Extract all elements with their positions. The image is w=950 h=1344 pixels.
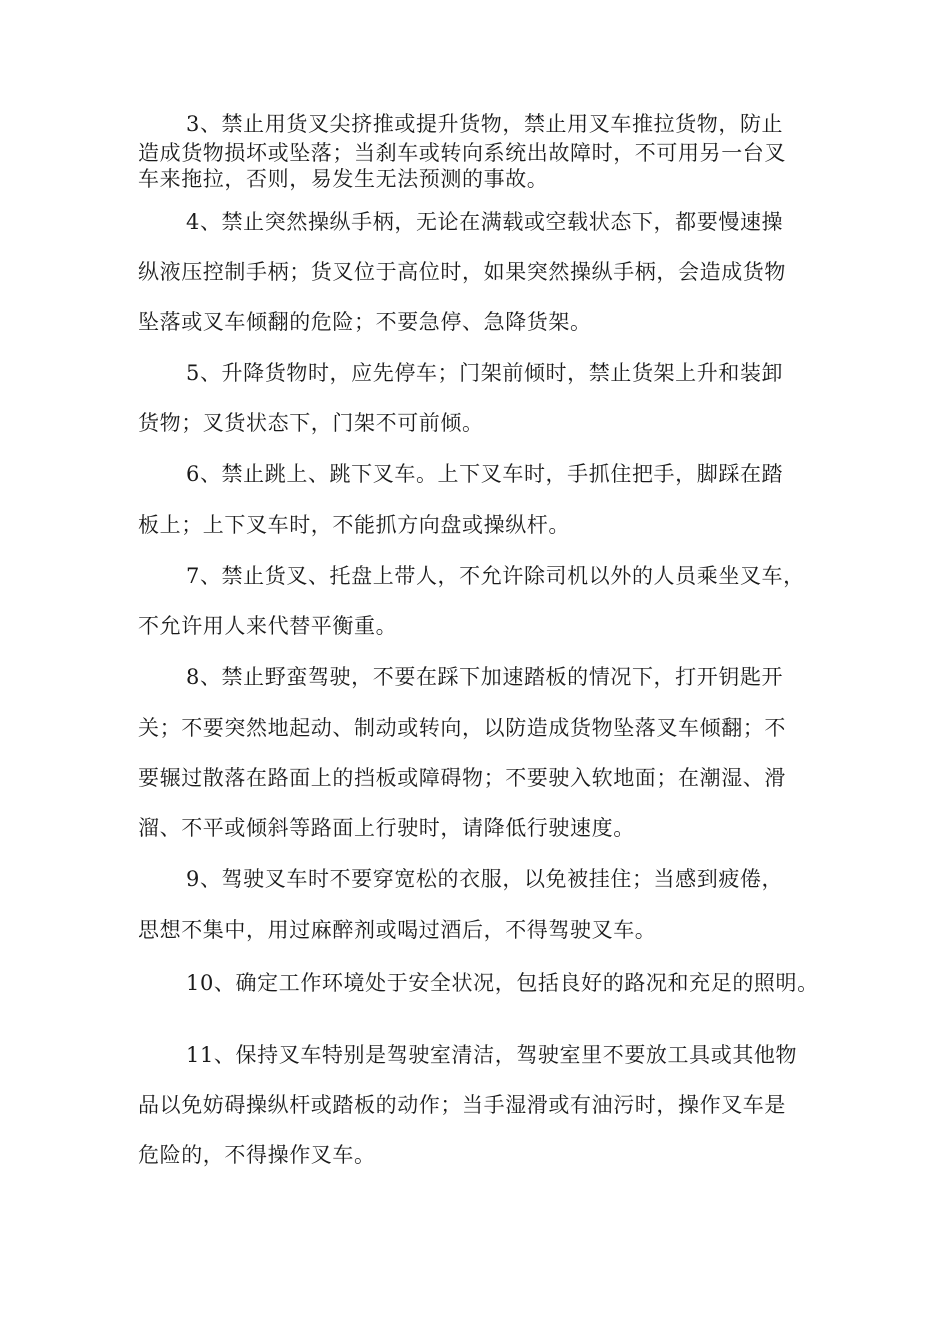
paragraph-line: 思想不集中，用过麻醉剂或喝过酒后，不得驾驶叉车。 xyxy=(138,918,657,942)
paragraph-line: 9、驾驶叉车时不要穿宽松的衣服，以免被挂住；当感到疲倦， xyxy=(186,867,784,891)
paragraph-line: 车来拖拉，否则，易发生无法预测的事故。 xyxy=(138,167,549,191)
paragraph-line: 板上；上下叉车时，不能抓方向盘或操纵杆。 xyxy=(138,513,570,537)
paragraph-line: 品以免妨碍操纵杆或踏板的动作；当手湿滑或有油污时，操作叉车是 xyxy=(138,1093,786,1117)
paragraph-line: 关；不要突然地起动、制动或转向，以防造成货物坠落叉车倾翻；不 xyxy=(138,716,786,740)
paragraph-line: 货物；叉货状态下，门架不可前倾。 xyxy=(138,411,484,435)
paragraph-line: 纵液压控制手柄；货叉位于高位时，如果突然操纵手柄，会造成货物 xyxy=(138,260,786,284)
paragraph-line: 危险的，不得操作叉车。 xyxy=(138,1143,376,1167)
paragraph-line: 4、禁止突然操纵手柄，无论在满载或空载状态下，都要慢速操 xyxy=(186,210,784,234)
paragraph-line: 坠落或叉车倾翻的危险；不要急停、急降货架。 xyxy=(138,310,592,334)
paragraph-line: 造成货物损坏或坠落；当刹车或转向系统出故障时，不可用另一台叉 xyxy=(138,141,786,165)
paragraph-line: 不允许用人来代替平衡重。 xyxy=(138,614,398,638)
paragraph-line: 溜、不平或倾斜等路面上行驶时，请降低行驶速度。 xyxy=(138,816,635,840)
paragraph-line: 10、确定工作环境处于安全状况，包括良好的路况和充足的照明。 xyxy=(186,971,819,995)
paragraph-line: 3、禁止用货叉尖挤推或提升货物，禁止用叉车推拉货物，防止 xyxy=(186,112,784,136)
paragraph-line: 7、禁止货叉、托盘上带人，不允许除司机以外的人员乘坐叉车， xyxy=(186,564,805,588)
paragraph-line: 8、禁止野蛮驾驶，不要在踩下加速踏板的情况下，打开钥匙开 xyxy=(186,665,784,689)
paragraph-line: 6、禁止跳上、跳下叉车。上下叉车时，手抓住把手，脚踩在踏 xyxy=(186,462,784,486)
paragraph-line: 要辗过散落在路面上的挡板或障碍物；不要驶入软地面；在潮湿、滑 xyxy=(138,766,786,790)
paragraph-line: 11、保持叉车特别是驾驶室清洁，驾驶室里不要放工具或其他物 xyxy=(186,1043,798,1067)
paragraph-line: 5、升降货物时，应先停车；门架前倾时，禁止货架上升和装卸 xyxy=(186,361,784,385)
